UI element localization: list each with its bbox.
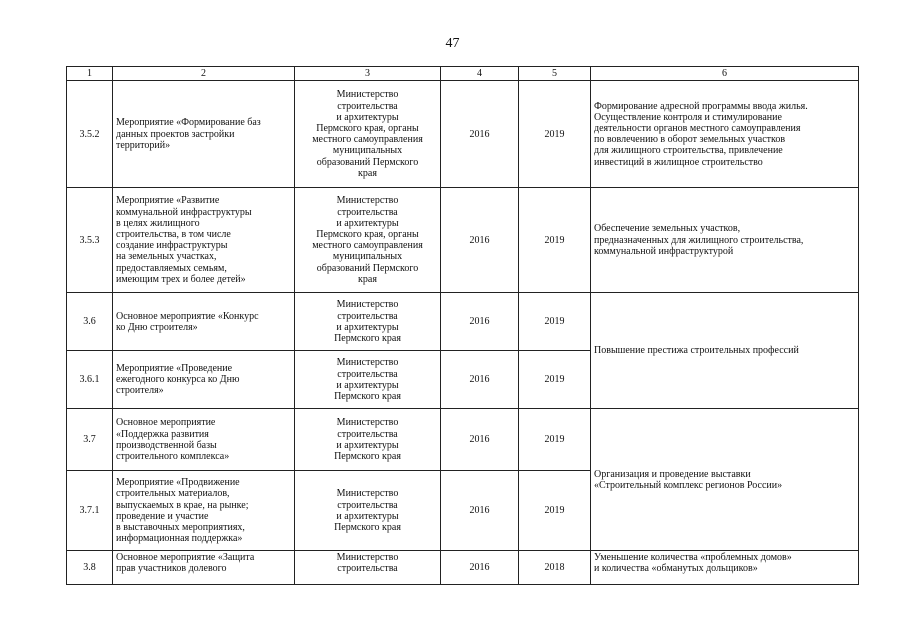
measure-name: Мероприятие «Развитие коммунальной инфраструктуры в целях жилищного строительства, в том числе создание инфраструктуры на земельных участках, предоставляемых семьям, имеющим трех и более детей»	[113, 188, 295, 293]
end-year: 2019	[519, 409, 591, 471]
column-header: 6	[591, 67, 859, 81]
row-number: 3.7.1	[67, 471, 113, 551]
start-year: 2016	[441, 471, 519, 551]
row-number: 3.5.3	[67, 188, 113, 293]
expected-result: Повышение престижа строительных профессий	[591, 293, 859, 409]
column-header: 1	[67, 67, 113, 81]
responsible-executor: Министерство строительства и архитектуры Пермского края, органы местного самоуправления муниципальных образований Пермского края	[295, 188, 441, 293]
responsible-executor: Министерство строительства и архитектуры Пермского края	[295, 351, 441, 409]
row-number: 3.5.2	[67, 81, 113, 188]
start-year: 2016	[441, 409, 519, 471]
end-year: 2019	[519, 293, 591, 351]
row-number: 3.6.1	[67, 351, 113, 409]
measure-name: Основное мероприятие «Защита прав участников долевого	[113, 551, 295, 585]
table-row	[67, 293, 859, 351]
end-year: 2019	[519, 81, 591, 188]
column-header: 2	[113, 67, 295, 81]
responsible-executor: Министерство строительства и архитектуры Пермского края	[295, 409, 441, 471]
page-number: 47	[445, 36, 460, 51]
responsible-executor: Министерство строительства	[295, 551, 441, 585]
start-year: 2016	[441, 81, 519, 188]
start-year: 2016	[441, 188, 519, 293]
table-row	[67, 551, 859, 585]
row-number: 3.8	[67, 551, 113, 585]
column-header: 5	[519, 67, 591, 81]
table-header-row	[67, 67, 859, 81]
expected-result: Формирование адресной программы ввода жилья. Осуществление контроля и стимулирование деятельности органов местного самоуправления по вовлечению в оборот земельных участков для жилищного строительства, привлечение инвестиций в жилищное строительство	[591, 81, 859, 188]
expected-result: Обеспечение земельных участков, предназначенных для жилищного строительства, коммунальной инфраструктурой	[591, 188, 859, 293]
row-number: 3.6	[67, 293, 113, 351]
end-year: 2019	[519, 471, 591, 551]
expected-result: Организация и проведение выставки «Строительный комплекс регионов России»	[591, 409, 859, 551]
table-row	[67, 409, 859, 471]
end-year: 2019	[519, 188, 591, 293]
measure-name: Основное мероприятие «Поддержка развития производственной базы строительного комплекса»	[113, 409, 295, 471]
end-year: 2019	[519, 351, 591, 409]
responsible-executor: Министерство строительства и архитектуры Пермского края	[295, 293, 441, 351]
measure-name: Мероприятие «Проведение ежегодного конкурса ко Дню строителя»	[113, 351, 295, 409]
start-year: 2016	[441, 551, 519, 585]
row-number: 3.7	[67, 409, 113, 471]
end-year: 2018	[519, 551, 591, 585]
measure-name: Мероприятие «Формирование баз данных проектов застройки территорий»	[113, 81, 295, 188]
expected-result: Уменьшение количества «проблемных домов» и количества «обманутых дольщиков»	[591, 551, 859, 585]
responsible-executor: Министерство строительства и архитектуры Пермского края, органы местного самоуправления муниципальных образований Пермского края	[295, 81, 441, 188]
responsible-executor: Министерство строительства и архитектуры Пермского края	[295, 471, 441, 551]
start-year: 2016	[441, 293, 519, 351]
table-row	[67, 188, 859, 293]
column-header: 4	[441, 67, 519, 81]
measure-name: Основное мероприятие «Конкурс ко Дню строителя»	[113, 293, 295, 351]
table-row	[67, 81, 859, 188]
start-year: 2016	[441, 351, 519, 409]
measure-name: Мероприятие «Продвижение строительных материалов, выпускаемых в крае, на рынке; проведение и участие в выставочных мероприятиях, информационная поддержка»	[113, 471, 295, 551]
column-header: 3	[295, 67, 441, 81]
plan-table	[66, 66, 859, 585]
